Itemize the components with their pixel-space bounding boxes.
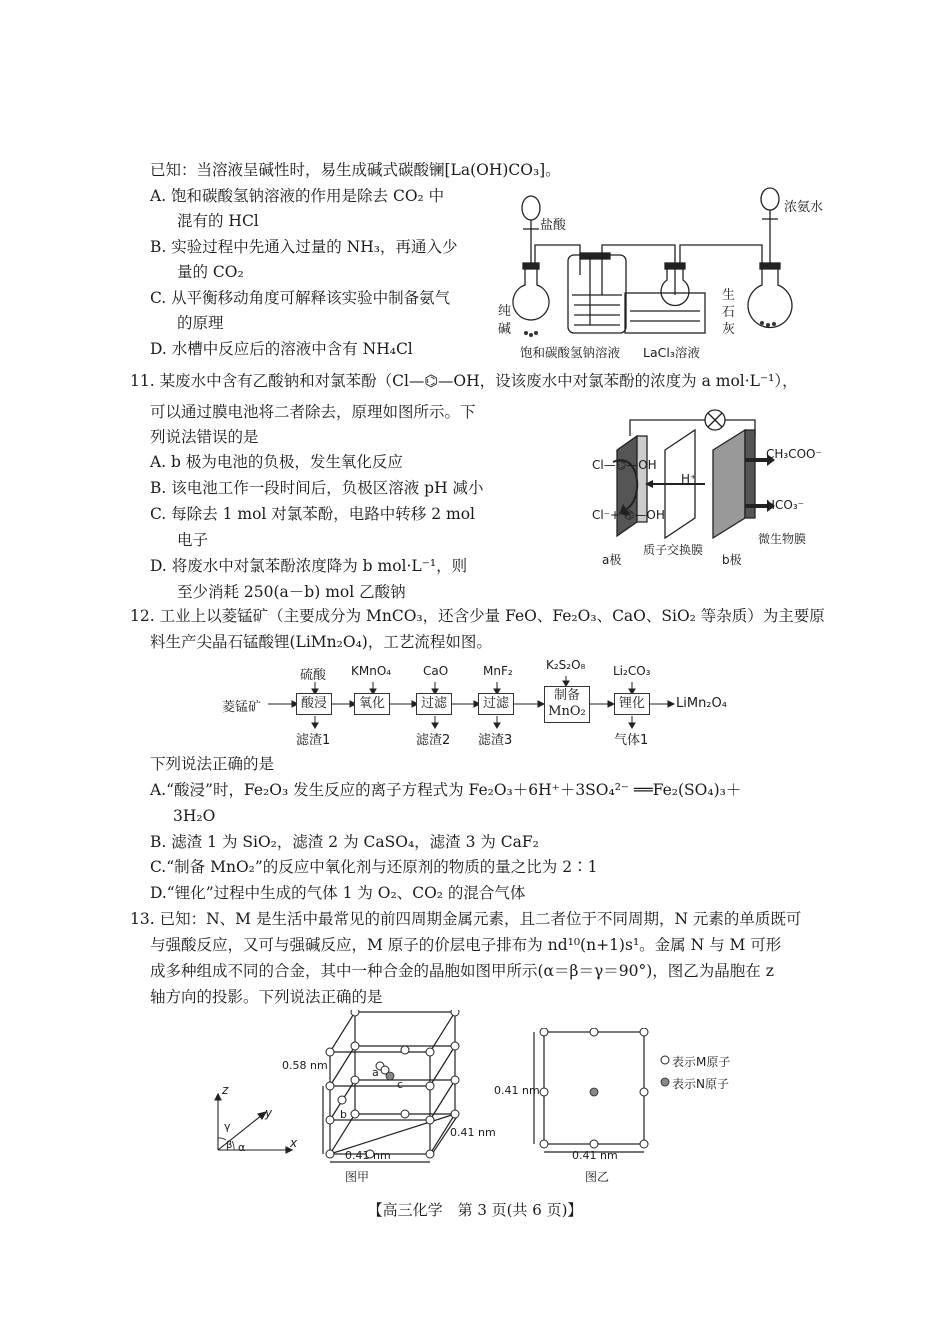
q13-stem-line2: 与强酸反应，又可与强碱反应，M 原子的价层电子排布为 nd¹⁰(n+1)s¹。金属 N 与 M 可形 (150, 936, 782, 954)
q13-label-atom-b: b (340, 1108, 347, 1121)
q13-projection-figure (520, 1028, 660, 1160)
q13-angle-beta: β (226, 1140, 233, 1151)
q10-label-ammonia: 浓氨水 (784, 200, 824, 215)
q11-label-b-pole: b极 (722, 553, 742, 567)
q12-out-residue1: 滤渣1 (296, 733, 331, 748)
q10-label-lime1: 生 (722, 288, 736, 303)
q11-option-c-line2: 电子 (177, 531, 209, 549)
q13-label-atom-c: c (397, 1078, 404, 1091)
q13-caption-yi: 图乙 (585, 1170, 610, 1184)
q13-label-bottom: 0.41 nm (572, 1149, 618, 1162)
q12-out-residue2: 滤渣2 (416, 733, 451, 748)
q10-label-hcl: 盐酸 (540, 218, 567, 233)
q13-label-atom-a: a (372, 1066, 379, 1079)
q11-option-a: A. b 极为电池的负极，发生氧化反应 (150, 453, 403, 471)
q13-angle-alpha: α (238, 1141, 246, 1154)
q12-step-filter1: 过滤 (416, 693, 452, 715)
q12-option-a-line1: A.“酸浸”时，Fe₂O₃ 发生反应的离子方程式为 Fe₂O₃＋6H⁺＋3SO₄²⁻ ══Fe₂(SO₄)₃＋ (150, 781, 742, 799)
q13-legend-m: 表示M原子 (672, 1055, 731, 1069)
q13-axis-x: x (290, 1136, 298, 1150)
q13-axis-z: z (222, 1083, 229, 1097)
q11-label-a-pole: a极 (602, 553, 622, 567)
q12-reagent-li2co3: Li₂CO₃ (613, 664, 651, 678)
q13-label-depth: 0.41 nm (450, 1126, 496, 1139)
q12-out-residue3: 滤渣3 (478, 733, 513, 748)
q13-caption-jia: 图甲 (345, 1170, 370, 1184)
q12-reagent-cao: CaO (423, 664, 449, 678)
q12-reagent-h2so4: 硫酸 (300, 668, 327, 683)
q12-stem-line2: 料生产尖晶石锰酸锂(LiMn₂O₄)，工艺流程如图。 (150, 633, 492, 651)
q12-reagent-mnf2: MnF₂ (483, 664, 513, 678)
q11-option-b: B. 该电池工作一段时间后，负极区溶液 pH 减小 (150, 479, 484, 497)
q10-label-lacl3: LaCl₃溶液 (643, 345, 700, 360)
q10-option-c-line2: 的原理 (177, 314, 224, 332)
q10-option-a-line1: A. 饱和碳酸氢钠溶液的作用是除去 CO₂ 中 (150, 187, 445, 205)
q10-label-nahco3: 饱和碳酸氢钠溶液 (520, 345, 621, 360)
q12-step-lithiate: 锂化 (614, 693, 650, 715)
q11-label-phenol: Cl⁻+ ⌬—OH (592, 508, 665, 522)
q12-option-a-line2: 3H₂O (173, 807, 216, 825)
q12-flow-end: LiMn₂O₄ (676, 696, 727, 711)
q11-label-cl-phenol: Cl—⌬—OH (592, 458, 657, 472)
q13-legend-markers (658, 1053, 672, 1089)
q10-option-b-line2: 量的 CO₂ (177, 263, 244, 281)
q10-label-soda1: 纯 (498, 304, 512, 319)
q13-stem-line1: 13. 已知：N、M 是生活中最常见的前四周期金属元素，且二者位于不同周期，N 元素的单质既可 (130, 910, 802, 928)
q13-label-side: 0.41 nm (494, 1084, 540, 1097)
q13-axis-y: y (265, 1106, 273, 1120)
q10-label-soda2: 碱 (498, 322, 512, 337)
q10-label-lime3: 灰 (722, 322, 736, 337)
q11-option-d-line2: 至少消耗 250(a－b) mol 乙酸钠 (177, 583, 406, 601)
q11-label-acetate: CH₃COO⁻ (766, 447, 822, 461)
q12-flow-start: 菱锰矿 (222, 700, 262, 715)
q11-option-c-line1: C. 每除去 1 mol 对氯苯酚，电路中转移 2 mol (150, 505, 475, 523)
q12-option-b: B. 滤渣 1 为 SiO₂，滤渣 2 为 CaSO₄，滤渣 3 为 CaF₂ (150, 833, 539, 851)
q12-step-filter2: 过滤 (478, 693, 514, 715)
q12-step-prepare-label: 制备 (553, 688, 580, 703)
page-footer: 【高三化学 第 3 页(共 6 页)】 (367, 1201, 583, 1219)
q10-option-b-line1: B. 实验过程中先通入过量的 NH₃，再通入少 (150, 238, 458, 256)
q11-option-d-line1: D. 将废水中对氯苯酚浓度降为 b mol·L⁻¹，则 (150, 557, 468, 575)
q13-stem-line4: 轴方向的投影。下列说法正确的是 (150, 988, 383, 1006)
q11-stem-line1: 11. 某废水中含有乙酸钠和对氯苯酚（Cl—⌬—OH，设该废水中对氯苯酚的浓度为 a mol·L⁻¹）， (130, 372, 798, 390)
q12-ask: 下列说法正确的是 (150, 755, 275, 773)
q12-option-c: C.“制备 MnO₂”的反应中氧化剂与还原剂的物质的量之比为 2∶1 (150, 858, 598, 876)
q10-option-c-line1: C. 从平衡移动角度可解释该实验中制备氨气 (150, 289, 451, 307)
q12-step-acid-leach: 酸浸 (296, 693, 332, 715)
q11-label-hco3: HCO₃⁻ (766, 498, 804, 512)
q11-stem-line2: 可以通过膜电池将二者除去，原理如图所示。下 (150, 403, 476, 421)
q12-stem-line1: 12. 工业上以菱锰矿（主要成分为 MnCO₃，还含少量 FeO、Fe₂O₃、CaO、SiO₂ 等杂质）为主要原 (130, 607, 825, 625)
q12-step-mno2-label: MnO₂ (548, 704, 586, 719)
q10-label-lime2: 石 (722, 305, 736, 320)
q11-stem-line3: 列说法错误的是 (150, 428, 259, 446)
q13-stem-line3: 成多种组成不同的合金，其中一种合金的晶胞如图甲所示(α＝β＝γ＝90°)，图乙为晶胞在 z (150, 962, 774, 980)
q11-label-hplus: H⁺ (681, 472, 697, 486)
q10-option-d: D. 水槽中反应后的溶液中含有 NH₄Cl (150, 340, 413, 358)
q10-apparatus-figure (490, 185, 820, 365)
q10-option-a-line2: 混有的 HCl (177, 212, 259, 230)
q12-option-d: D.“锂化”过程中生成的气体 1 为 O₂、CO₂ 的混合气体 (150, 884, 526, 902)
q10-known: 已知：当溶液呈碱性时，易生成碱式碳酸镧[La(OH)CO₃]。 (150, 161, 561, 179)
q13-label-width: 0.41 nm (345, 1149, 391, 1162)
q11-label-biofilm: 微生物膜 (758, 532, 807, 546)
q13-angle-gamma: γ (224, 1120, 231, 1133)
q12-step-oxidize: 氧化 (354, 693, 390, 715)
q11-label-pem: 质子交换膜 (643, 543, 704, 557)
q12-reagent-kmno4: KMnO₄ (351, 664, 392, 678)
q13-label-height: 0.58 nm (282, 1059, 328, 1072)
q12-step-prepare-mno2 (544, 686, 590, 723)
q12-reagent-k2s2o8: K₂S₂O₈ (546, 658, 586, 672)
q13-legend-n: 表示N原子 (672, 1077, 729, 1091)
q12-out-gas1: 气体1 (614, 733, 649, 748)
